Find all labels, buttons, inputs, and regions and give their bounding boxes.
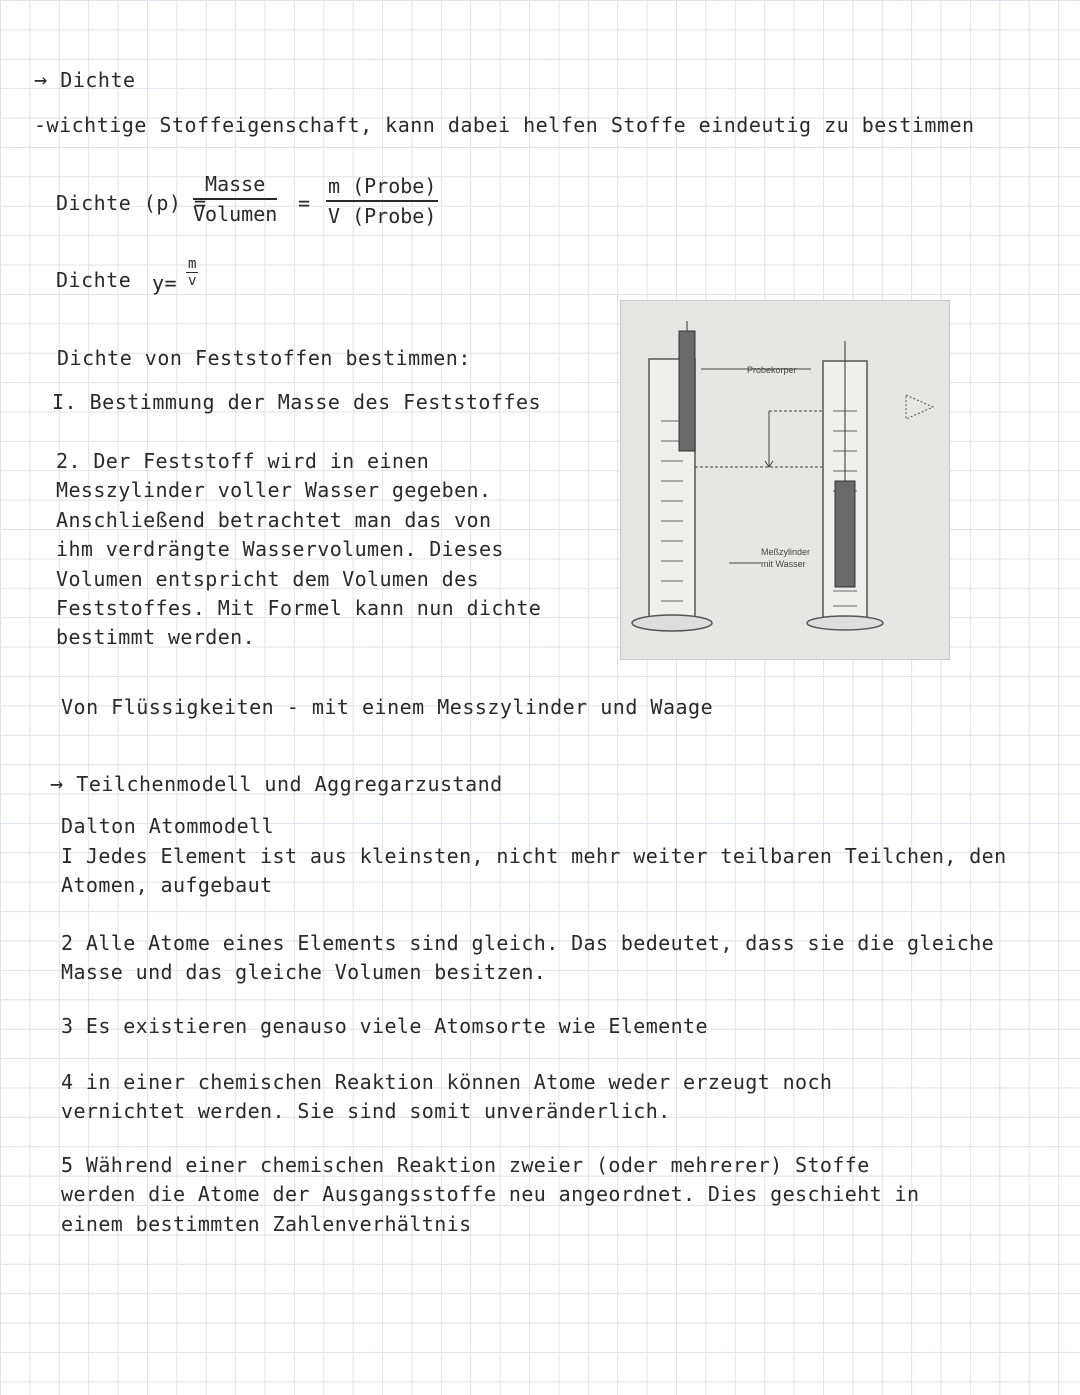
dalton-point-2 bbox=[61, 929, 994, 988]
point-line: werden die Atome der Ausgangsstoffe neu angeordnet. Dies geschieht in bbox=[61, 1182, 920, 1207]
dalton-point-3 bbox=[61, 1012, 708, 1041]
point-line: I Jedes Element ist aus kleinsten, nicht mehr weiter teilbaren Teilchen, den bbox=[61, 844, 1007, 868]
formula-label: Dichte (p) = bbox=[56, 191, 207, 215]
probe-body-right bbox=[835, 481, 855, 587]
measuring-cylinder-figure bbox=[620, 300, 950, 660]
probe-body-left bbox=[679, 331, 695, 451]
formula2-label: Dichte bbox=[56, 268, 132, 292]
step-2-line: Messzylinder voller Wasser gegeben. bbox=[56, 478, 492, 503]
fraction-masse-volumen bbox=[193, 172, 277, 226]
point-line: 2 Alle Atome eines Elements sind gleich. Das bedeutet, dass sie die gleiche bbox=[61, 931, 995, 955]
left-cylinder-base bbox=[632, 615, 712, 631]
fraction-denominator: V (Probe) bbox=[328, 204, 437, 228]
fraction-numerator: m (Probe) bbox=[328, 174, 437, 198]
eye-icon bbox=[906, 395, 933, 419]
liquids-line: Von Flüssigkeiten - mit einem Messzylinder und Waage bbox=[61, 695, 714, 719]
point-line: 5 Während einer chemischen Reaktion zweier (oder mehrerer) Stoffe bbox=[61, 1153, 870, 1177]
point-line: 4 in einer chemischen Reaktion können Atome weder erzeugt noch bbox=[61, 1070, 833, 1094]
cylinder-diagram bbox=[621, 301, 949, 659]
intro-line: -wichtige Stoffeigenschaft, kann dabei helfen Stoffe eindeutig zu bestimmen bbox=[34, 113, 975, 137]
dalton-point-1 bbox=[61, 842, 1007, 901]
formula2-lhs: y= bbox=[152, 271, 178, 295]
fraction-denominator: v bbox=[188, 273, 197, 289]
step-2-line: Volumen entspricht dem Volumen des bbox=[56, 566, 479, 591]
point-line: Atomen, aufgebaut bbox=[61, 873, 273, 898]
arrow-icon: → bbox=[50, 772, 64, 797]
step-2 bbox=[56, 447, 541, 653]
point-line: vernichtet werden. Sie sind somit unveränderlich. bbox=[61, 1099, 671, 1124]
equals-sign: = bbox=[298, 191, 311, 215]
step-2-line: 2. Der Feststoff wird in einen bbox=[56, 449, 430, 473]
step-2-line: bestimmt werden. bbox=[56, 625, 256, 650]
section-heading-teilchenmodell bbox=[50, 772, 503, 797]
point-line: einem bestimmten Zahlenverhältnis bbox=[61, 1211, 472, 1236]
dalton-subheading: Dalton Atommodell bbox=[61, 814, 275, 838]
dalton-point-5 bbox=[61, 1151, 919, 1239]
heading-text: Teilchenmodell und Aggregarzustand bbox=[76, 772, 503, 796]
step-2-line: Feststoffes. Mit Formel kann nun dichte bbox=[56, 596, 542, 621]
point-line: 3 Es existieren genauso viele Atomsorte wie Elemente bbox=[61, 1014, 708, 1038]
step-2-line: Anschließend betrachtet man das von bbox=[56, 507, 492, 532]
section-heading-dichte bbox=[34, 68, 136, 93]
label-cylinder-2: mit Wasser bbox=[761, 559, 806, 569]
heading-text: Dichte bbox=[60, 68, 136, 92]
right-cylinder-base bbox=[807, 616, 883, 630]
step-1: I. Bestimmung der Masse des Feststoffes bbox=[52, 390, 542, 414]
arrow-icon: → bbox=[34, 68, 48, 93]
solids-title: Dichte von Feststoffen bestimmen: bbox=[57, 346, 471, 370]
fraction-numerator: Masse bbox=[205, 172, 266, 196]
fraction-probe bbox=[326, 174, 438, 228]
fraction-denominator: Volumen bbox=[193, 202, 278, 226]
label-probe: Probekorper bbox=[747, 365, 797, 375]
fraction-numerator: m bbox=[188, 256, 197, 272]
fraction-m-v bbox=[186, 256, 198, 289]
label-cylinder-1: Meßzylinder bbox=[761, 547, 811, 557]
step-2-line: ihm verdrängte Wasservolumen. Dieses bbox=[56, 537, 504, 562]
point-line: Masse und das gleiche Volumen besitzen. bbox=[61, 960, 547, 985]
dalton-point-4 bbox=[61, 1068, 832, 1127]
